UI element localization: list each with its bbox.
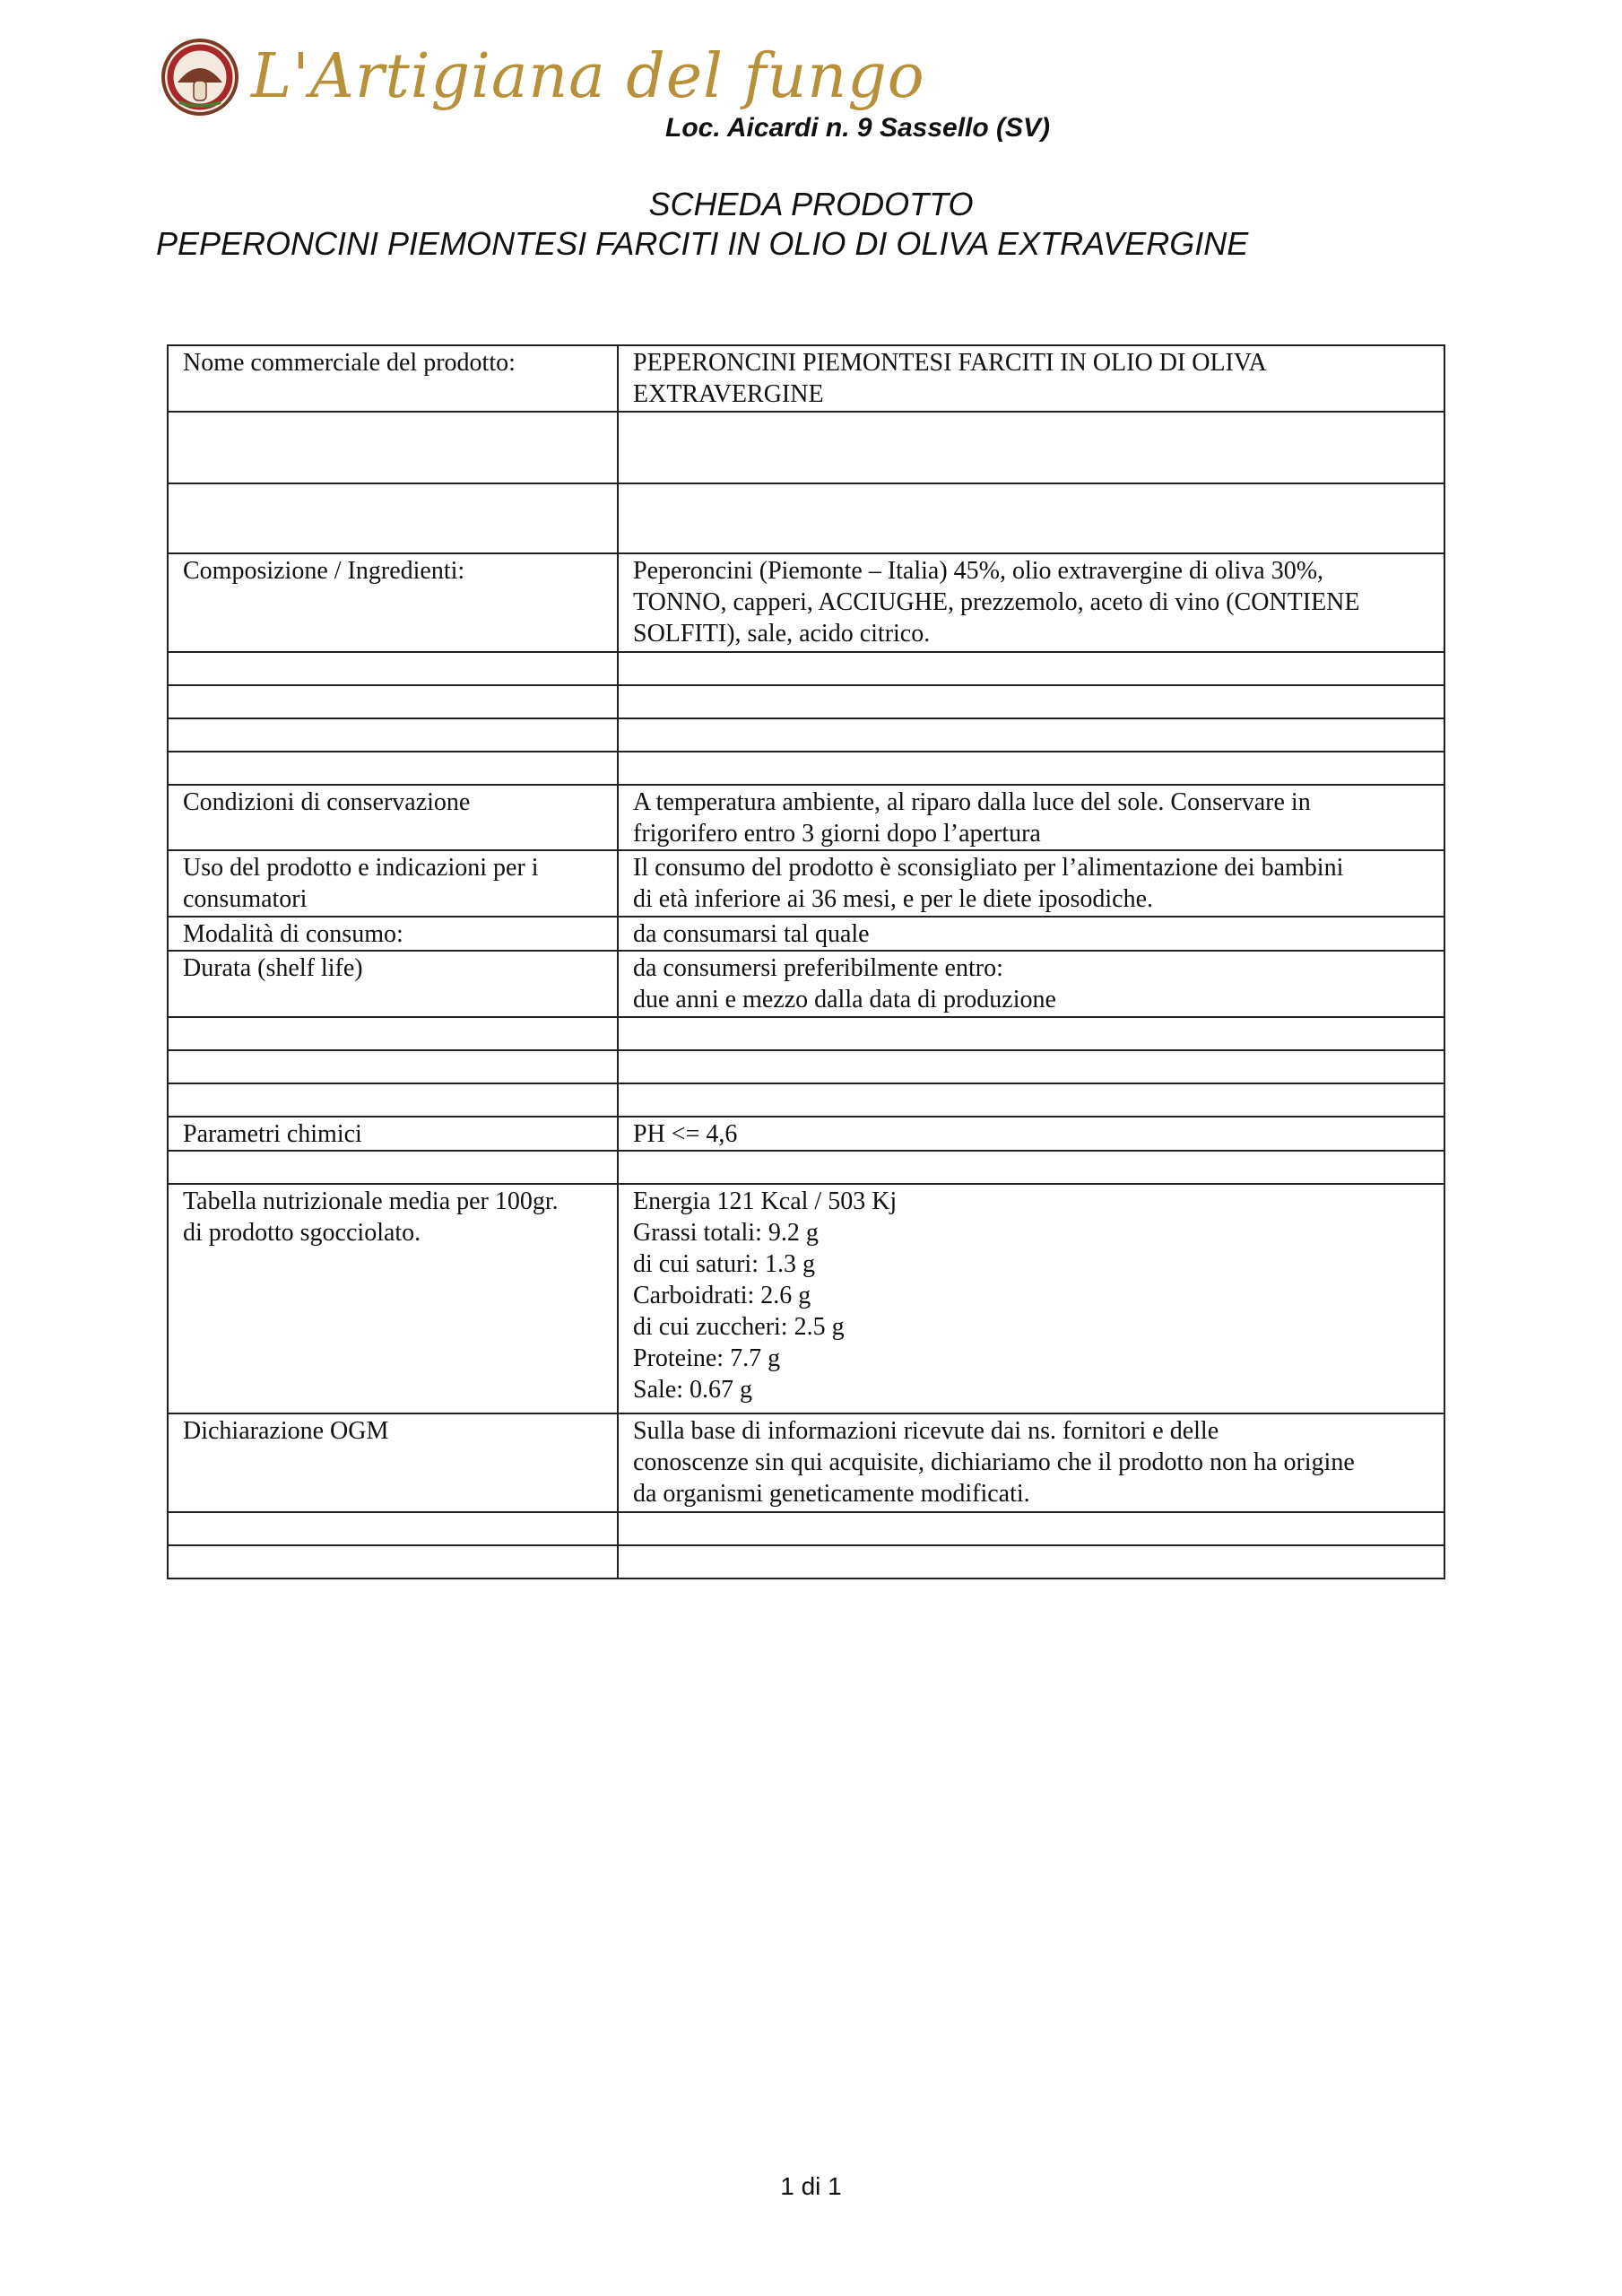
table-row xyxy=(168,553,1444,652)
field-value-cell xyxy=(618,1512,1444,1545)
table-row xyxy=(168,412,1444,483)
table-row xyxy=(168,345,1444,412)
field-value: di cui saturi: 1.3 g xyxy=(633,1250,815,1278)
field-value-cell xyxy=(618,1083,1444,1117)
field-value: A temperatura ambiente, al riparo dalla luce del sole. Conservare in xyxy=(633,788,1311,816)
table-row xyxy=(168,652,1444,685)
field-label-cell xyxy=(168,1117,618,1151)
table-row xyxy=(168,1117,1444,1151)
field-value: Peperoncini (Piemonte – Italia) 45%, olio extravergine di oliva 30%, xyxy=(633,557,1324,585)
field-label-cell xyxy=(168,1512,618,1545)
field-value-cell xyxy=(618,752,1444,785)
field-value: Energia 121 Kcal / 503 Kj xyxy=(633,1187,898,1215)
field-label: Modalità di consumo: xyxy=(183,920,403,948)
field-label-cell xyxy=(168,1083,618,1117)
field-value-cell xyxy=(618,1050,1444,1083)
field-label-cell xyxy=(168,752,618,785)
field-value-cell xyxy=(618,652,1444,685)
field-label-cell xyxy=(168,951,618,1017)
table-row xyxy=(168,1050,1444,1083)
field-label-cell xyxy=(168,553,618,652)
field-value-cell xyxy=(618,685,1444,718)
table-row xyxy=(168,850,1444,917)
field-value: PEPERONCINI PIEMONTESI FARCITI IN OLIO DI OLIVA xyxy=(633,349,1267,377)
table-row xyxy=(168,1017,1444,1050)
company-address: Loc. Aicardi n. 9 Sassello (SV) xyxy=(665,113,1051,143)
field-label-cell xyxy=(168,1050,618,1083)
company-logo xyxy=(161,36,925,135)
field-value: PH <= 4,6 xyxy=(633,1120,738,1148)
field-label: Uso del prodotto e indicazioni per i xyxy=(183,854,539,882)
logo-wordmark: L'Artigiana del fungo xyxy=(251,41,925,112)
field-value: frigorifero entro 3 giorni dopo l’apertura xyxy=(633,820,1041,848)
field-value: Sulla base di informazioni ricevute dai ns. fornitori e delle xyxy=(633,1417,1219,1445)
field-label-cell xyxy=(168,1184,618,1413)
field-label-cell xyxy=(168,1151,618,1184)
field-value-cell xyxy=(618,850,1444,917)
field-value-cell xyxy=(618,1413,1444,1512)
table-row xyxy=(168,1083,1444,1117)
table-row xyxy=(168,951,1444,1017)
field-label-cell xyxy=(168,1545,618,1578)
field-value: EXTRAVERGINE xyxy=(633,380,824,408)
field-value-cell xyxy=(618,917,1444,951)
field-value: Sale: 0.67 g xyxy=(633,1376,752,1404)
field-value-cell xyxy=(618,553,1444,652)
table-row xyxy=(168,1512,1444,1545)
field-value-cell xyxy=(618,718,1444,752)
field-value: di cui zuccheri: 2.5 g xyxy=(633,1313,845,1341)
field-value-cell xyxy=(618,483,1444,553)
field-value: conoscenze sin qui acquisite, dichiariamo che il prodotto non ha origine xyxy=(633,1448,1355,1476)
table-row xyxy=(168,752,1444,785)
field-label-cell xyxy=(168,1017,618,1050)
field-value-cell xyxy=(618,951,1444,1017)
field-value-cell xyxy=(618,1545,1444,1578)
field-value-cell xyxy=(618,1151,1444,1184)
field-value-cell xyxy=(618,1117,1444,1151)
field-value-cell xyxy=(618,1184,1444,1413)
field-value: da consumarsi tal quale xyxy=(633,920,870,948)
table-row xyxy=(168,483,1444,553)
field-label: Parametri chimici xyxy=(183,1120,362,1148)
field-label: consumatori xyxy=(183,885,308,913)
field-label: Condizioni di conservazione xyxy=(183,788,471,816)
mushroom-seal-icon xyxy=(161,36,239,122)
page-number: 1 di 1 xyxy=(780,2172,842,2200)
table-row xyxy=(168,1545,1444,1578)
table-row xyxy=(168,718,1444,752)
field-label: Durata (shelf life) xyxy=(183,954,363,982)
field-label-cell xyxy=(168,850,618,917)
field-label-cell xyxy=(168,917,618,951)
field-value: Proteine: 7.7 g xyxy=(633,1344,781,1372)
field-label: Dichiarazione OGM xyxy=(183,1417,389,1445)
field-value-cell xyxy=(618,345,1444,412)
field-label-cell xyxy=(168,483,618,553)
table-row xyxy=(168,917,1444,951)
field-value: Carboidrati: 2.6 g xyxy=(633,1282,811,1309)
field-value: Il consumo del prodotto è sconsigliato per l’alimentazione dei bambini xyxy=(633,854,1344,882)
field-label: Nome commerciale del prodotto: xyxy=(183,349,516,377)
table-row xyxy=(168,785,1444,850)
field-value-cell xyxy=(618,785,1444,850)
field-label-cell xyxy=(168,412,618,483)
field-label-cell xyxy=(168,718,618,752)
field-value: Grassi totali: 9.2 g xyxy=(633,1219,819,1247)
table-row xyxy=(168,685,1444,718)
field-value: di età inferiore ai 36 mesi, e per le diete iposodiche. xyxy=(633,885,1154,913)
product-title: PEPERONCINI PIEMONTESI FARCITI IN OLIO DI OLIVA EXTRAVERGINE xyxy=(156,225,1249,262)
document-title: SCHEDA PRODOTTO xyxy=(648,186,974,222)
field-value-cell xyxy=(618,412,1444,483)
table-row xyxy=(168,1184,1444,1413)
field-value-cell xyxy=(618,1017,1444,1050)
field-label-cell xyxy=(168,345,618,412)
field-value: da organismi geneticamente modificati. xyxy=(633,1480,1030,1508)
product-sheet-table xyxy=(167,344,1445,1579)
field-value: TONNO, capperi, ACCIUGHE, prezzemolo, aceto di vino (CONTIENE xyxy=(633,588,1360,616)
field-label-cell xyxy=(168,652,618,685)
table-row xyxy=(168,1151,1444,1184)
field-value: SOLFITI), sale, acido citrico. xyxy=(633,620,931,648)
field-label: di prodotto sgocciolato. xyxy=(183,1219,421,1247)
field-value: da consumersi preferibilmente entro: xyxy=(633,954,1003,982)
field-label: Composizione / Ingredienti: xyxy=(183,557,465,585)
field-label: Tabella nutrizionale media per 100gr. xyxy=(183,1187,559,1215)
field-label-cell xyxy=(168,785,618,850)
field-value: due anni e mezzo dalla data di produzione xyxy=(633,986,1056,1013)
field-label-cell xyxy=(168,685,618,718)
field-label-cell xyxy=(168,1413,618,1512)
table-row xyxy=(168,1413,1444,1512)
